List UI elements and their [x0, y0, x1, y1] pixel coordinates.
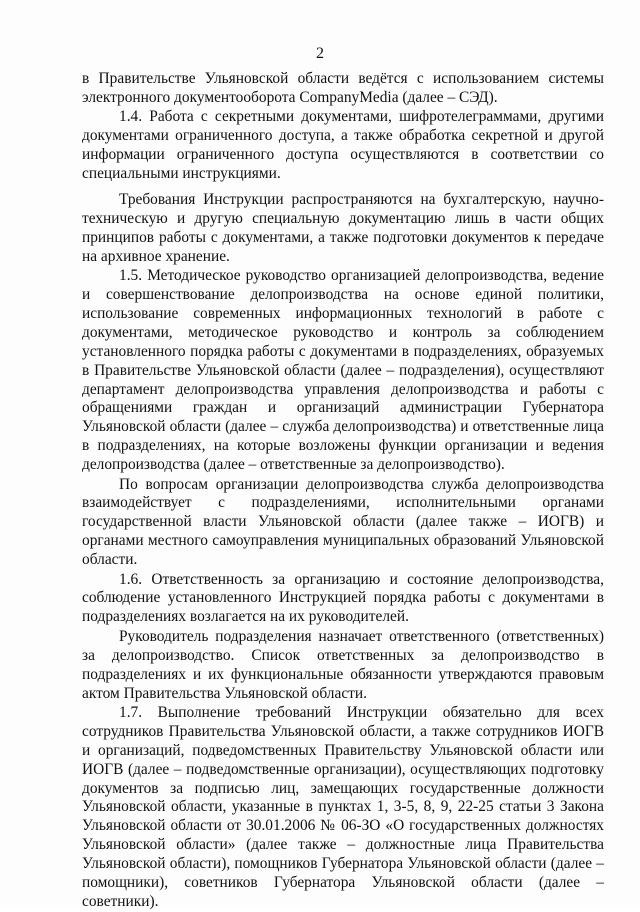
paragraph-continuation: в Правительстве Ульяновской области ведётся с использованием системы электронного документооборота CompanyMedia (далее – СЭД).: [82, 70, 604, 106]
paragraph-1-7: 1.7. Выполнение требований Инструкции обязательно для всех сотрудников Правительства Ульяновской области, а также сотрудников ИОГВ и организаций, подведомственных Правительству Ульяновской области или ИОГВ (далее – подведомственные организации), осуществляющих подготовку документов за подписью лиц, замещающих государственные должности Ульяновской области, указанные в пунктах 1, 3-5, 8, 9, 22-25 статьи 3 Закона Ульяновской области от 30.01.2006 № 06-ЗО «О государственных должностях Ульяновской области» (далее также – должностные лица Правительства Ульяновской области), помощников Губернатора Ульяновской области (далее – помощники), советников Губернатора Ульяновской области (далее – советники).: [82, 703, 604, 910]
page-number: 2: [316, 45, 324, 62]
paragraph-1-6: 1.6. Ответственность за организацию и состояние делопроизводства, соблюдение установленного Инструкцией порядка работы с документами в подразделениях возлагается на их руководителей.: [82, 570, 604, 626]
paragraph-responsible-appointment: Руководитель подразделения назначает ответственного (ответственных) за делопроизводство. Список ответственных за делопроизводство в подразделениях и их функциональные обязанности утверждаются правовым актом Правительства Ульяновской области.: [82, 627, 604, 702]
paragraph-1-5: 1.5. Методическое руководство организацией делопроизводства, ведение и совершенствование делопроизводства на основе единой политики, использование современных информационных технологий в работе с документами, методическое руководство и контроль за соблюдением установленного порядка работы с документами в подразделениях, образуемых в Правительстве Ульяновской области (далее – подразделения), осуществляют департамент делопроизводства управления делопроизводства и работы с обращениями граждан и организаций администрации Губернатора Ульяновской области (далее – служба делопроизводства) и ответственные лица в подразделениях, на которые возложены функции организации и ведения делопроизводства (далее – ответственные за делопроизводство).: [82, 267, 604, 474]
paragraph-instruction-scope: Требования Инструкции распространяются на бухгалтерскую, научно-техническую и другую специальную документацию лишь в части общих принципов работы с документами, а также подготовки документов к передаче на архивное хранение.: [82, 190, 604, 265]
paragraph-1-4: 1.4. Работа с секретными документами, шифротелеграммами, другими документами ограниченного доступа, а также обработка секретной и другой информации ограниченного доступа осуществляются в соответствии со специальными инструкциями.: [82, 108, 604, 183]
document-body: [82, 70, 604, 912]
paragraph-interaction: По вопросам организации делопроизводства служба делопроизводства взаимодействует с подразделениями, исполнительными органами государственной власти Ульяновской области (далее также – ИОГВ) и органами местного самоуправления муниципальных образований Ульяновской области.: [82, 475, 604, 569]
